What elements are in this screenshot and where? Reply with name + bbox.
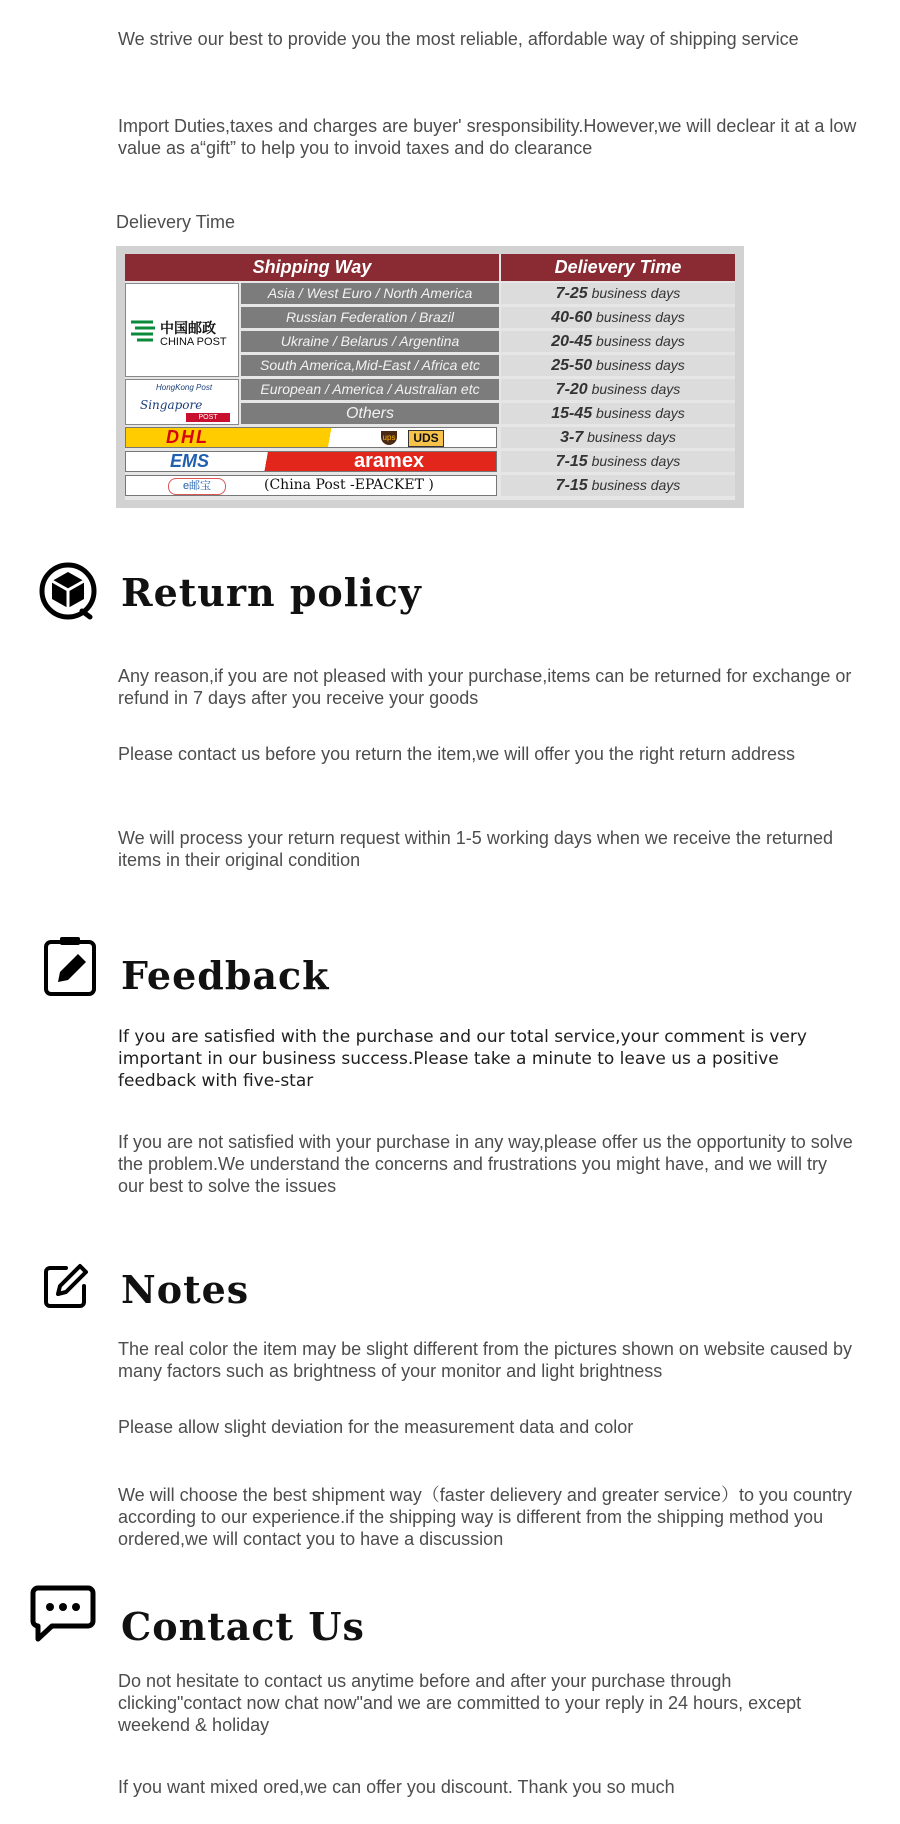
ems-aramex-logo-bar (125, 451, 497, 472)
row-days: 15-45 business days (501, 403, 735, 424)
epacket-logo-bar (125, 475, 497, 496)
edit-icon (42, 1262, 90, 1310)
china-post-en: CHINA POST (160, 336, 227, 348)
row-region: South America,Mid-East / Africa etc (241, 355, 499, 376)
return-paragraph-3: We will process your return request within 1-5 working days when we receive the returned items in their original condition (118, 828, 833, 870)
row-days: 40-60 business days (501, 307, 735, 328)
row-days: 25-50 business days (501, 355, 735, 376)
contact-title: Contact Us (121, 1604, 365, 1649)
row-region: Russian Federation / Brazil (241, 307, 499, 328)
ems-logo: EMS (170, 451, 210, 471)
hk-singapore-post-logo (125, 379, 239, 425)
china-post-logo (125, 283, 239, 377)
shipping-table (116, 246, 744, 508)
row-days: 7-15 business days (501, 451, 735, 472)
shipping-paragraph-2: Import Duties,taxes and charges are buyer' sresponsibility.However,we will declear it at a low value as a“gift” to help you to invoid taxes and do clearance (118, 116, 857, 158)
feedback-title: Feedback (121, 953, 330, 998)
row-days: 7-20 business days (501, 379, 735, 400)
return-policy-title: Return policy (121, 570, 422, 615)
notes-paragraph-3: We will choose the best shipment way（faster delievery and greater service）to you country according to our experience.if the shipping way is different from the shipping method you ordered,we will contact you to have a discussion (118, 1485, 853, 1549)
epacket-logo: e邮宝 (168, 478, 226, 495)
chat-bubble-icon (30, 1585, 96, 1643)
delivery-time-label: Delievery Time (116, 212, 236, 232)
aramex-logo: aramex (354, 450, 425, 472)
dhl-ups-logo-bar (125, 427, 497, 448)
row-region: Others (241, 403, 499, 424)
notes-paragraph-2: Please allow slight deviation for the measurement data and color (118, 1417, 634, 1437)
singapore-post-badge: POST (186, 413, 230, 422)
china-post-cn: 中国邮政 (160, 320, 216, 336)
hk-post-text: HongKong Post (156, 383, 213, 392)
row-days: 3-7 business days (501, 427, 735, 448)
row-days: 7-25 business days (501, 283, 735, 304)
row-days: 7-15 business days (501, 475, 735, 496)
contact-paragraph-2: If you want mixed ored,we can offer you discount. Thank you so much (118, 1777, 675, 1797)
epacket-label: (China Post -EPACKET ) (264, 477, 434, 493)
box-icon (38, 561, 98, 621)
clipboard-pen-icon (42, 936, 98, 996)
notes-title: Notes (121, 1267, 250, 1312)
singapore-text: Singapore (140, 398, 203, 412)
contact-paragraph-1: Do not hesitate to contact us anytime before and after your purchase through clicking"contact now chat now"and we are committed to your reply in 24 hours, except weekend & holiday (118, 1671, 802, 1735)
china-post-emblem-icon (129, 316, 157, 344)
row-region: Asia / West Euro / North America (241, 283, 499, 304)
header-delivery-time: Delievery Time (501, 254, 735, 281)
feedback-paragraph-1: If you are satisfied with the purchase and our total service,your comment is very important in our business success.Please take a minute to leave us a positive feedback with five-star (118, 1027, 807, 1091)
row-days: 20-45 business days (501, 331, 735, 352)
header-shipping-way: Shipping Way (125, 254, 499, 281)
shipping-paragraph-1: We strive our best to provide you the most reliable, affordable way of shipping service (118, 29, 799, 49)
dhl-logo: DHL (166, 427, 209, 447)
row-region: European / America / Australian etc (241, 379, 499, 400)
return-paragraph-1: Any reason,if you are not pleased with your purchase,items can be returned for exchange or refund in 7 days after you receive your goods (118, 666, 852, 708)
notes-paragraph-1: The real color the item may be slight different from the pictures shown on website caused by many factors such as brightness of your monitor and light brightness (118, 1339, 853, 1381)
return-paragraph-2: Please contact us before you return the item,we will offer you the right return address (118, 744, 796, 764)
ups-logo: ups (381, 431, 397, 445)
feedback-paragraph-2: If you are not satisfied with your purchase in any way,please offer us the opportunity to solve the problem.We understand the concerns and frustrations you might have, and we will try our best to solve the issues (118, 1132, 853, 1196)
row-region: Ukraine / Belarus / Argentina (241, 331, 499, 352)
uds-logo: UDS (408, 430, 444, 447)
